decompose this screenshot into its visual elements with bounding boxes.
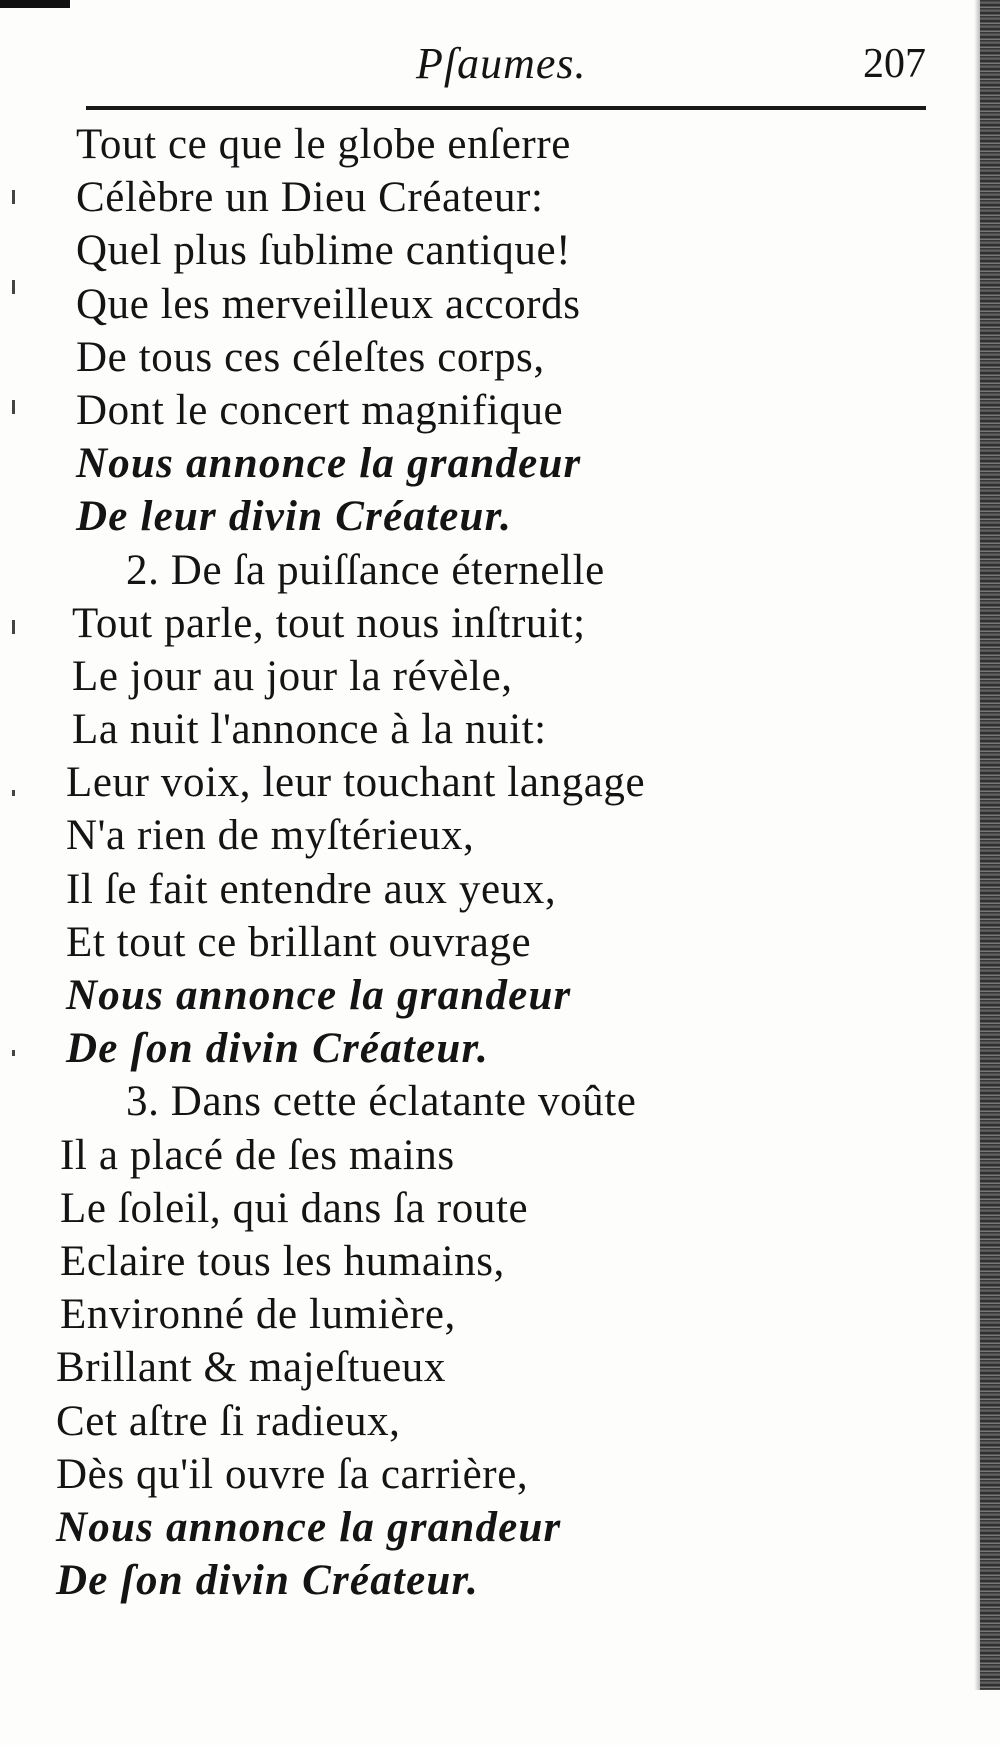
margin-specks <box>6 150 26 1350</box>
verse-line: Dès qu'il ouvre ſa carrière, <box>56 1450 529 1498</box>
binding-gutter <box>980 0 1000 1690</box>
running-head: Pſaumes. <box>416 39 587 88</box>
verse-line: N'a rien de myſtérieux, <box>66 812 475 860</box>
verse-line: Tout ce que le globe enſerre <box>76 121 571 168</box>
verse-line: Environné de lumière, <box>60 1291 456 1339</box>
verse-line: Cet aſtre ſi radieux, <box>56 1397 401 1445</box>
verse-line: Il ſe fait entendre aux yeux, <box>66 865 557 913</box>
verse-line: Le ſoleil, qui dans ſa route <box>60 1184 529 1232</box>
verse-line: Et tout ce brillant ouvrage <box>66 918 532 966</box>
refrain-line: Nous annonce la grandeur <box>66 972 572 1019</box>
verse-line: Quel plus ſublime cantique! <box>76 227 572 275</box>
verse-line: Le jour au jour la révèle, <box>72 652 513 700</box>
refrain-line: Nous annonce la grandeur <box>56 1503 562 1551</box>
page-header <box>86 38 926 98</box>
stanza-start-line: 3. Dans cette éclatante voûte <box>126 1078 637 1126</box>
refrain-line: De leur divin Créateur. <box>76 493 513 541</box>
verse-line: Eclaire tous les humains, <box>60 1237 505 1285</box>
refrain-line: Nous annonce la grandeur <box>76 440 582 488</box>
refrain-line: De ſon divin Créateur. <box>66 1025 489 1073</box>
verse-line: Que les merveilleux accords <box>76 280 581 328</box>
verse-line: La nuit l'annonce à la nuit: <box>72 706 547 754</box>
psalm-text <box>56 118 916 1607</box>
verse-line: De tous ces céleſtes corps, <box>76 333 545 381</box>
verse-line: Il a placé de ſes mains <box>60 1131 455 1179</box>
ink-smudge <box>0 0 70 8</box>
stanza-start-line: 2. De ſa puiſſance éternelle <box>126 546 605 594</box>
verse-line: Brillant & majeſtueux <box>56 1344 446 1392</box>
verse-line: Dont le concert magnifique <box>76 386 564 434</box>
page-number: 207 <box>863 41 926 87</box>
verse-line: Célèbre un Dieu Créateur: <box>76 174 544 222</box>
refrain-line: De ſon divin Créateur. <box>56 1557 479 1605</box>
header-rule <box>86 106 926 110</box>
verse-line: Tout parle, tout nous inſtruit; <box>72 599 586 647</box>
verse-line: Leur voix, leur touchant langage <box>66 759 646 807</box>
